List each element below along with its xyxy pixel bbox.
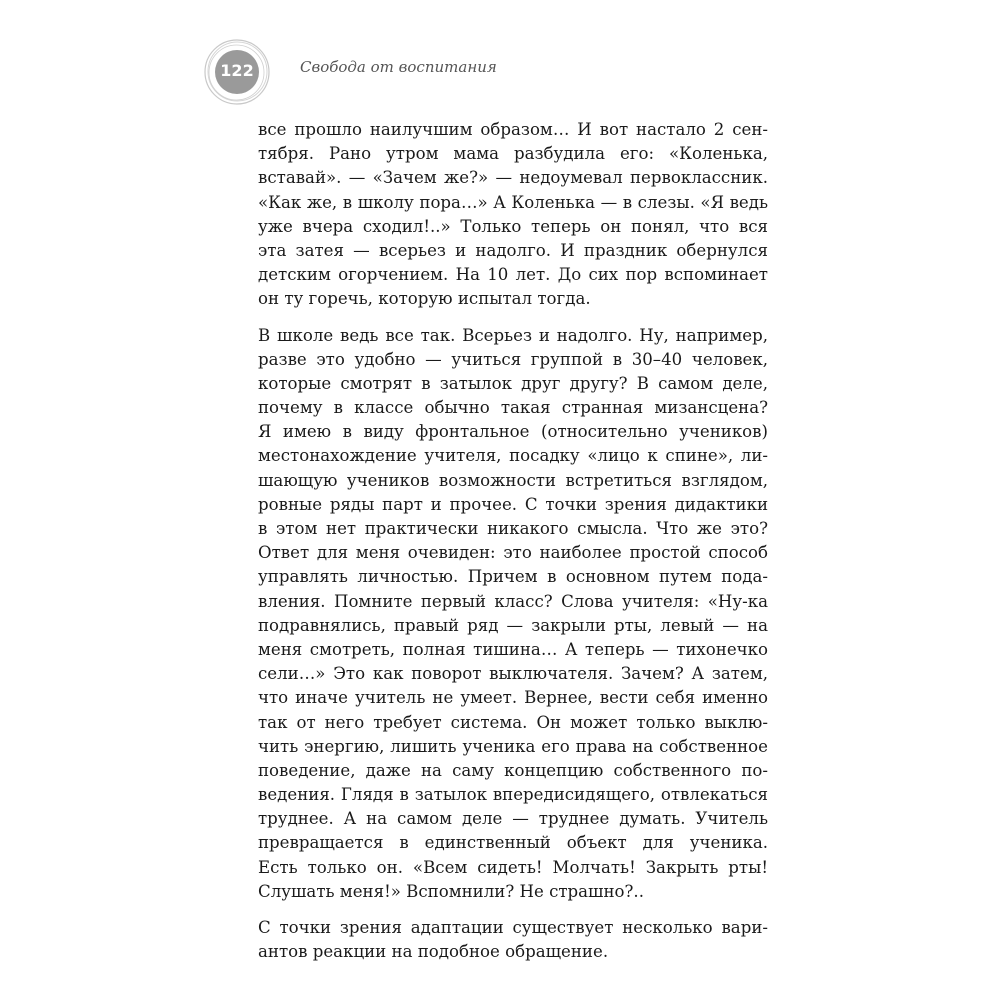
page-number: 122 bbox=[220, 61, 254, 80]
text-line: управлять личностью. Причем в основном путем пода- bbox=[258, 567, 768, 587]
text-line: подравнялись, правый ряд — закрыли рты, левый — на bbox=[258, 615, 768, 635]
page-number-badge bbox=[203, 38, 271, 106]
text-line: почему в классе обычно такая странная мизансцена? bbox=[258, 398, 768, 418]
text-line: вления. Помните первый класс? Слова учителя: «Ну-ка bbox=[258, 591, 768, 611]
text-line: меня смотреть, полная тишина… А теперь — тихонечко bbox=[258, 639, 768, 659]
text-line: ровные ряды парт и прочее. С точки зрения дидактики bbox=[258, 494, 768, 514]
text-line: «Как же, в школу пора…» А Коленька — в слезы. «Я ведь bbox=[258, 192, 768, 212]
text-line: которые смотрят в затылок друг другу? В самом деле, bbox=[258, 373, 768, 393]
text-line: Ответ для меня очевиден: это наиболее простой способ bbox=[258, 543, 768, 563]
running-title: Свобода от воспитания bbox=[300, 58, 497, 76]
text-line: все прошло наилучшим образом… И вот настало 2 сен- bbox=[258, 120, 768, 139]
text-line: что иначе учитель не умеет. Вернее, вести себя именно bbox=[258, 688, 768, 708]
text-line: в этом нет практически никакого смысла. Что же это? bbox=[258, 519, 768, 538]
text-line: труднее. А на самом деле — труднее думать. Учитель bbox=[258, 809, 768, 829]
text-line: он ту горечь, которую испытал тогда. bbox=[258, 289, 591, 309]
text-line: чить энергию, лишить ученика его права на собственное bbox=[258, 736, 768, 756]
text-line: местонахождение учителя, посадку «лицо к спине», ли- bbox=[258, 446, 768, 466]
text-line: вставай». — «Зачем же?» — недоумевал первоклассник. bbox=[258, 168, 768, 188]
text-line: шающую учеников возможности встретиться взглядом, bbox=[258, 470, 768, 490]
text-line: Слушать меня!» Вспомнили? Не страшно?.. bbox=[258, 881, 644, 901]
text-line: Я имею в виду фронтальное (относительно учеников) bbox=[258, 422, 768, 442]
text-line: В школе ведь все так. Всерьез и надолго. Ну, например, bbox=[258, 325, 768, 345]
text-line: С точки зрения адаптации существует несколько вари- bbox=[258, 918, 768, 937]
paragraph bbox=[258, 324, 768, 905]
text-line: превращается в единственный объект для ученика. bbox=[258, 833, 768, 853]
text-line: детским огорчением. На 10 лет. До сих пор вспоминает bbox=[258, 265, 768, 285]
text-line: тября. Рано утром мама разбудила его: «Коленька, bbox=[258, 144, 768, 164]
text-line: разве это удобно — учиться группой в 30–40 человек, bbox=[258, 349, 768, 369]
text-line: сели…» Это как поворот выключателя. Зачем? А затем, bbox=[258, 664, 768, 684]
paragraph bbox=[258, 118, 768, 312]
text-line: так от него требует система. Он может только выклю- bbox=[258, 712, 768, 732]
text-line: эта затея — всерьез и надолго. И праздник обернулся bbox=[258, 240, 768, 260]
paragraph bbox=[258, 916, 768, 964]
text-line: Есть только он. «Всем сидеть! Молчать! Закрыть рты! bbox=[258, 857, 768, 877]
text-line: уже вчера сходил!..» Только теперь он понял, что вся bbox=[258, 216, 768, 236]
text-line: ведения. Глядя в затылок впередисидящего, отвлекаться bbox=[258, 785, 768, 805]
text-line: антов реакции на подобное обращение. bbox=[258, 942, 609, 962]
text-line: поведение, даже на саму концепцию собственного по- bbox=[258, 760, 768, 780]
body-text bbox=[258, 118, 768, 976]
